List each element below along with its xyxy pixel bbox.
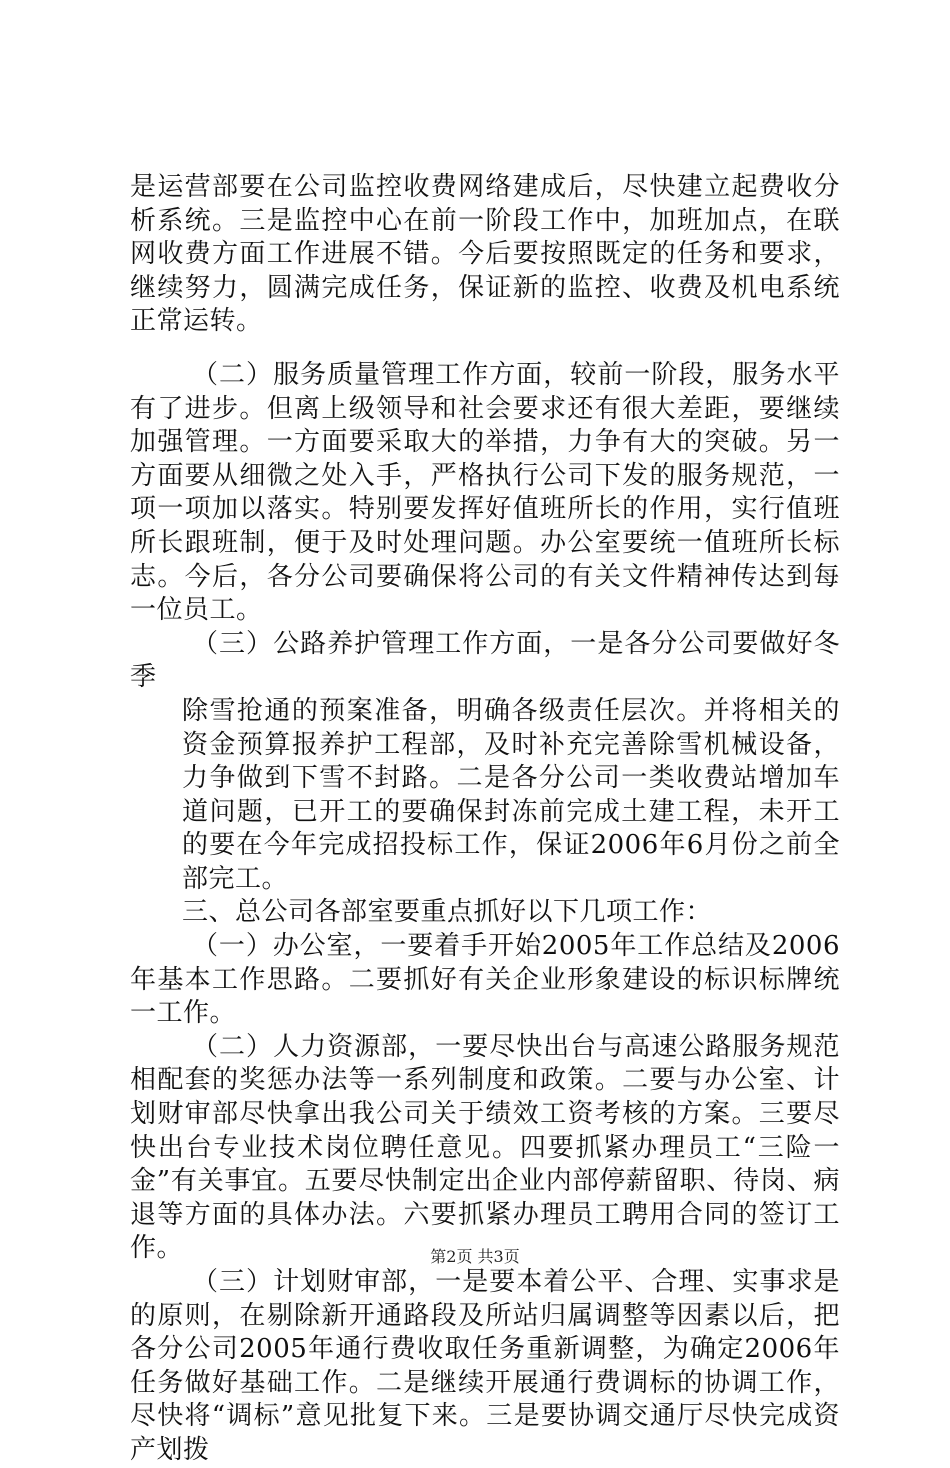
paragraph-road-maintenance-body: 除雪抢通的预案准备，明确各级责任层次。并将相关的资金预算报养护工程部，及时补充完善除雪机械设备，力争做到下雪不封路。二是各分公司一类收费站增加车道问题，已开工的要确保封冻前完成土建工程，未开工的要在今年完成招投标工作，保证2006年6月份之前全部完工。 bbox=[182, 695, 840, 894]
paragraph-finance-department: （三）计划财审部，一是要本着公平、合理、实事求是的原则，在剔除新开通路段及所站归属调整等因素以后，把各分公司2005年通行费收取任务重新调整，为确定2006年任务做好基础工作。二是继续开展通行费调标的协调工作，尽快将“调标”意见批复下来。三是要协调交通厅尽快完成资产划拨 bbox=[130, 1267, 840, 1465]
paragraph-monitoring-system: 是运营部要在公司监控收费网络建成后，尽快建立起费收分析系统。三是监控中心在前一阶段工作中，加班加点，在联网收费方面工作进展不错。今后要按照既定的任务和要求，继续努力，圆满完成任务，保证新的监控、收费及机电系统正常运转。 bbox=[130, 172, 840, 337]
page-number-footer: 第2页 共3页 bbox=[430, 1247, 520, 1266]
paragraph-service-quality: （二）服务质量管理工作方面，较前一阶段，服务水平有了进步。但离上级领导和社会要求还有很大差距，要继续加强管理。一方面要采取大的举措，力争有大的突破。另一方面要从细微之处入手，严格执行公司下发的服务规范，一项一项加以落实。特别要发挥好值班所长的作用，实行值班所长跟班制，便于及时处理问题。办公室要统一值班所长标志。今后，各分公司要确保将公司的有关文件精神传达到每一位员工。 bbox=[130, 359, 840, 626]
paragraph-hr-department: （二）人力资源部，一要尽快出台与高速公路服务规范相配套的奖惩办法等一系列制度和政策。二要与办公室、计划财审部尽快拿出我公司关于绩效工资考核的方案。三要尽快出台专业技术岗位聘任意见。四要抓紧办理员工“三险一金”有关事宜。五要尽快制定出企业内部停薪留职、待岗、病退等方面的具体办法。六要抓紧办理员工聘用合同的签订工作。 bbox=[130, 1031, 840, 1264]
paragraph-road-maintenance-heading: （三）公路养护管理工作方面，一是各分公司要做好冬季 bbox=[130, 628, 840, 693]
section-heading-departments: 三、总公司各部室要重点抓好以下几项工作： bbox=[182, 897, 713, 928]
document-body bbox=[130, 171, 840, 1468]
paragraph-office: （一）办公室，一要着手开始2005年工作总结及2006年基本工作思路。二要抓好有关企业形象建设的标识标牌统一工作。 bbox=[130, 931, 840, 1029]
